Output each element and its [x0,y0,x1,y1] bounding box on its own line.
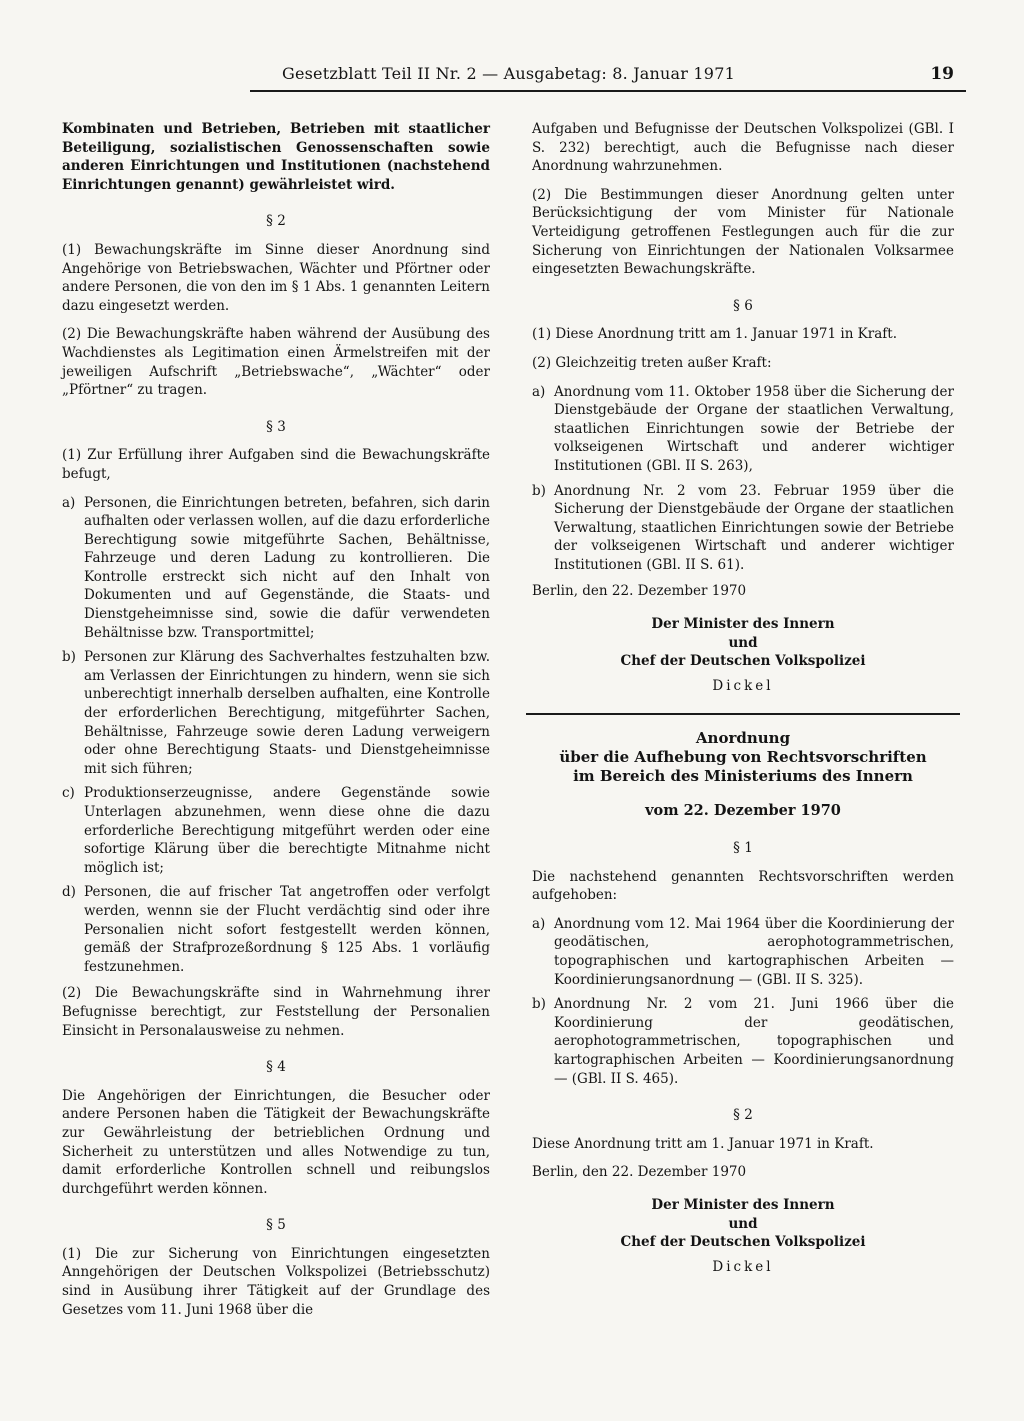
list-text: Anordnung vom 11. Oktober 1958 über die Sicherung der Dienstgebäude der Organe der staatlichen Verwaltung, staatlichen Einrichtungen sowie der Betriebe der volkseigenen Wirtschaft und anderer wichtiger Institutionen (GBl. II S. 263), [554,383,954,474]
s6-list [532,383,954,575]
signatory-name: Dickel [712,677,774,694]
s5-paragraph-2: (2) Die Bestimmungen dieser Anordnung gelten unter Berücksichtigung der vom Minister für Nationale Verteidigung getroffenen Festlegungen auch für die zur Sicherung von Einrichtungen der Nationalen Volksarmee eingesetzten Bewachungskräfte. [532,186,954,278]
signatory-name: Dickel [712,1258,774,1275]
s6-paragraph-1: (1) Diese Anordnung tritt am 1. Januar 1971 in Kraft. [532,326,897,343]
signature-line-1: Der Minister des Innern [651,1196,835,1213]
list-item [532,383,954,476]
list-item [532,915,954,989]
signature-line-1: Der Minister des Innern [651,616,835,633]
list-label: a) [62,494,76,511]
left-column [62,120,490,1329]
ordinance-s2-paragraph: Diese Anordnung tritt am 1. Januar 1971 in Kraft. [532,1135,874,1152]
list-item [532,482,954,575]
signature-line-3: Chef der Deutschen Volkspolizei [620,653,866,670]
page-number: 19 [930,64,954,84]
ordinance-s1-paragraph: Die nachstehend genannten Rechtsvorschriften werden aufgehoben: [532,868,954,904]
running-title: Gesetzblatt Teil II Nr. 2 — Ausgabetag: 8. Januar 1971 [282,64,735,83]
s3-paragraph-1: (1) Zur Erfüllung ihrer Aufgaben sind die Bewachungskräfte befugt, [62,447,490,482]
ordinance-section-heading-1: § 1 [733,840,753,857]
section-heading-2: § 2 [266,213,286,230]
list-label: b) [532,996,546,1013]
s6-paragraph-2: (2) Gleichzeitig treten außer Kraft: [532,354,772,371]
section-heading-6: § 6 [733,297,753,314]
s3-list [62,494,490,977]
list-item [62,648,490,778]
ordinance-title-line-2: über die Aufhebung von Rechtsvorschriften [559,748,927,767]
ordinance-s1-list [532,915,954,1088]
list-item [62,784,490,877]
signature-line-2: und [728,634,758,651]
list-label: a) [532,915,546,932]
s3-paragraph-2: (2) Die Bewachungskräfte sind in Wahrnehmung ihrer Befugnisse berechtigt, zur Feststellung der Personalien Einsicht in Personalausweise zu nehmen. [62,985,490,1039]
signature-line-2: und [728,1215,758,1232]
ordinance-date: vom 22. Dezember 1970 [645,802,841,820]
section-divider [526,713,960,715]
list-text: Produktionserzeugnisse, andere Gegenstände sowie Unterlagen abzunehmen, wenn diese ohne die dazu erforderliche Berechtigung mitgeführt werden oder eine sofortige Klärung über die berechtigte Mitnahme nicht möglich ist; [84,785,490,876]
right-column [532,120,954,1276]
list-text: Personen, die auf frischer Tat angetroffen oder verfolgt werden, wennn sie der Flucht verdächtig sind oder ihre Personalien nicht sofort festgestellt werden können, gemäß der Strafprozeßordnung § 125 Abs. 1 vorläufig festzunehmen. [84,884,490,975]
ordinance-title-line-3: im Bereich des Ministeriums des Innern [573,767,913,786]
section-heading-5: § 5 [266,1217,286,1234]
ordinance-title-line-1: Anordnung [695,729,791,748]
s5-continuation: Aufgaben und Befugnisse der Deutschen Volkspolizei (GBl. I S. 232) berechtigt, auch die Befugnisse nach dieser Anordnung wahrzunehmen. [532,121,954,175]
list-label: a) [532,383,546,400]
s2-paragraph-1: (1) Bewachungskräfte im Sinne dieser Anordnung sind Angehörige von Betriebswachen, Wächter und Pförtner oder andere Personen, die von den im § 1 Abs. 1 genannten Leitern dazu eingesetzt werden. [62,241,490,314]
section-heading-4: § 4 [266,1059,286,1076]
list-text: Anordnung vom 12. Mai 1964 über die Koordinierung der geodätischen, aerophotogrammetrischen, topographischen und kartographischen Arbeiten — Koordinierungsanordnung — (GBl. II S. 325). [554,915,954,988]
ordinance-section-heading-2: § 2 [733,1107,753,1124]
list-label: b) [62,649,76,666]
page-header [250,64,966,92]
ordinance-title [532,729,954,786]
signature-line-3: Chef der Deutschen Volkspolizei [620,1234,866,1251]
s2-paragraph-2: (2) Die Bewachungskräfte haben während der Ausübung des Wachdienstes als Legitimation einen Ärmelstreifen mit der jeweiligen Aufschrift „Betriebswache“, „Wächter“ oder „Pförtner“ zu tragen. [62,326,490,399]
list-text: Anordnung Nr. 2 vom 23. Februar 1959 über die Sicherung der Dienstgebäude der Organe der staatlichen Verwaltung, staatlichen Einrichtungen sowie der Betriebe der volkseigenen Wirtschaft und anderer wichtiger Institutionen (GBl. II S. 61). [554,482,954,573]
list-item [62,883,490,976]
list-label: d) [62,884,76,901]
list-text: Personen, die Einrichtungen betreten, befahren, sich darin aufhalten oder verlassen wollen, auf die dazu erforderliche Berechtigung sowie mitgeführte Sachen, Behältnisse, Fahrzeuge und deren Ladung zu kontrollieren. Die Kontrolle erstreckt sich nicht auf den Inhalt von Dokumenten und auf Gegenstände, die Staats- und Dienstgeheimnisse sind, sowie die dafür verwendeten Behältnisse bzw. Transportmittel; [84,494,490,641]
signature-block [532,615,954,671]
list-item [532,995,954,1088]
list-label: b) [532,482,546,499]
list-text: Anordnung Nr. 2 vom 21. Juni 1966 über die Koordinierung der geodätischen, aerophotogrammetrischen, topographischen und kartographischen Arbeiten — Koordinierungsanordnung — (GBl. II S. 465). [554,996,954,1087]
list-text: Personen zur Klärung des Sachverhaltes festzuhalten bzw. am Verlassen der Einrichtungen zu hindern, wenn sie sich unberechtigt innerhalb derselben aufhalten, eine Kontrolle der erforderlichen Berechtigung, mitgeführter Sachen, Behältnisse, Fahrzeuge sowie deren Ladung verweigern oder ohne Berechtigung Staats- und Dienstgeheimnisse mit sich führen; [84,649,490,777]
list-label: c) [62,785,75,802]
s4-paragraph-1: Die Angehörigen der Einrichtungen, die Besucher oder andere Personen haben die Tätigkeit der Bewachungskräfte zur Gewährleistung der betrieblichen Ordnung und Sicherheit zu unterstützen und alles Notwendige zu tun, damit erforderliche Kontrollen schnell und reibungslos durchgeführt werden können. [62,1087,490,1197]
intro-paragraph: Kombinaten und Betrieben, Betrieben mit staatlicher Beteiligung, sozialistischen Genossenschaften sowie anderen Einrichtungen und Institutionen (nachstehend Einrichtungen genannt) gewährleistet wird. [62,121,490,193]
list-item [62,494,490,643]
s5-paragraph-1: (1) Die zur Sicherung von Einrichtungen eingesetzten Anngehörigen der Deutschen Volkspolizei (Betriebsschutz) sind in Ausübung ihrer Tätigkeit auf der Grundlage des Gesetzes vom 11. Juni 1968 über die [62,1245,490,1318]
place-date: Berlin, den 22. Dezember 1970 [532,583,747,600]
section-heading-3: § 3 [266,418,286,435]
place-date: Berlin, den 22. Dezember 1970 [532,1164,747,1181]
signature-block [532,1196,954,1252]
